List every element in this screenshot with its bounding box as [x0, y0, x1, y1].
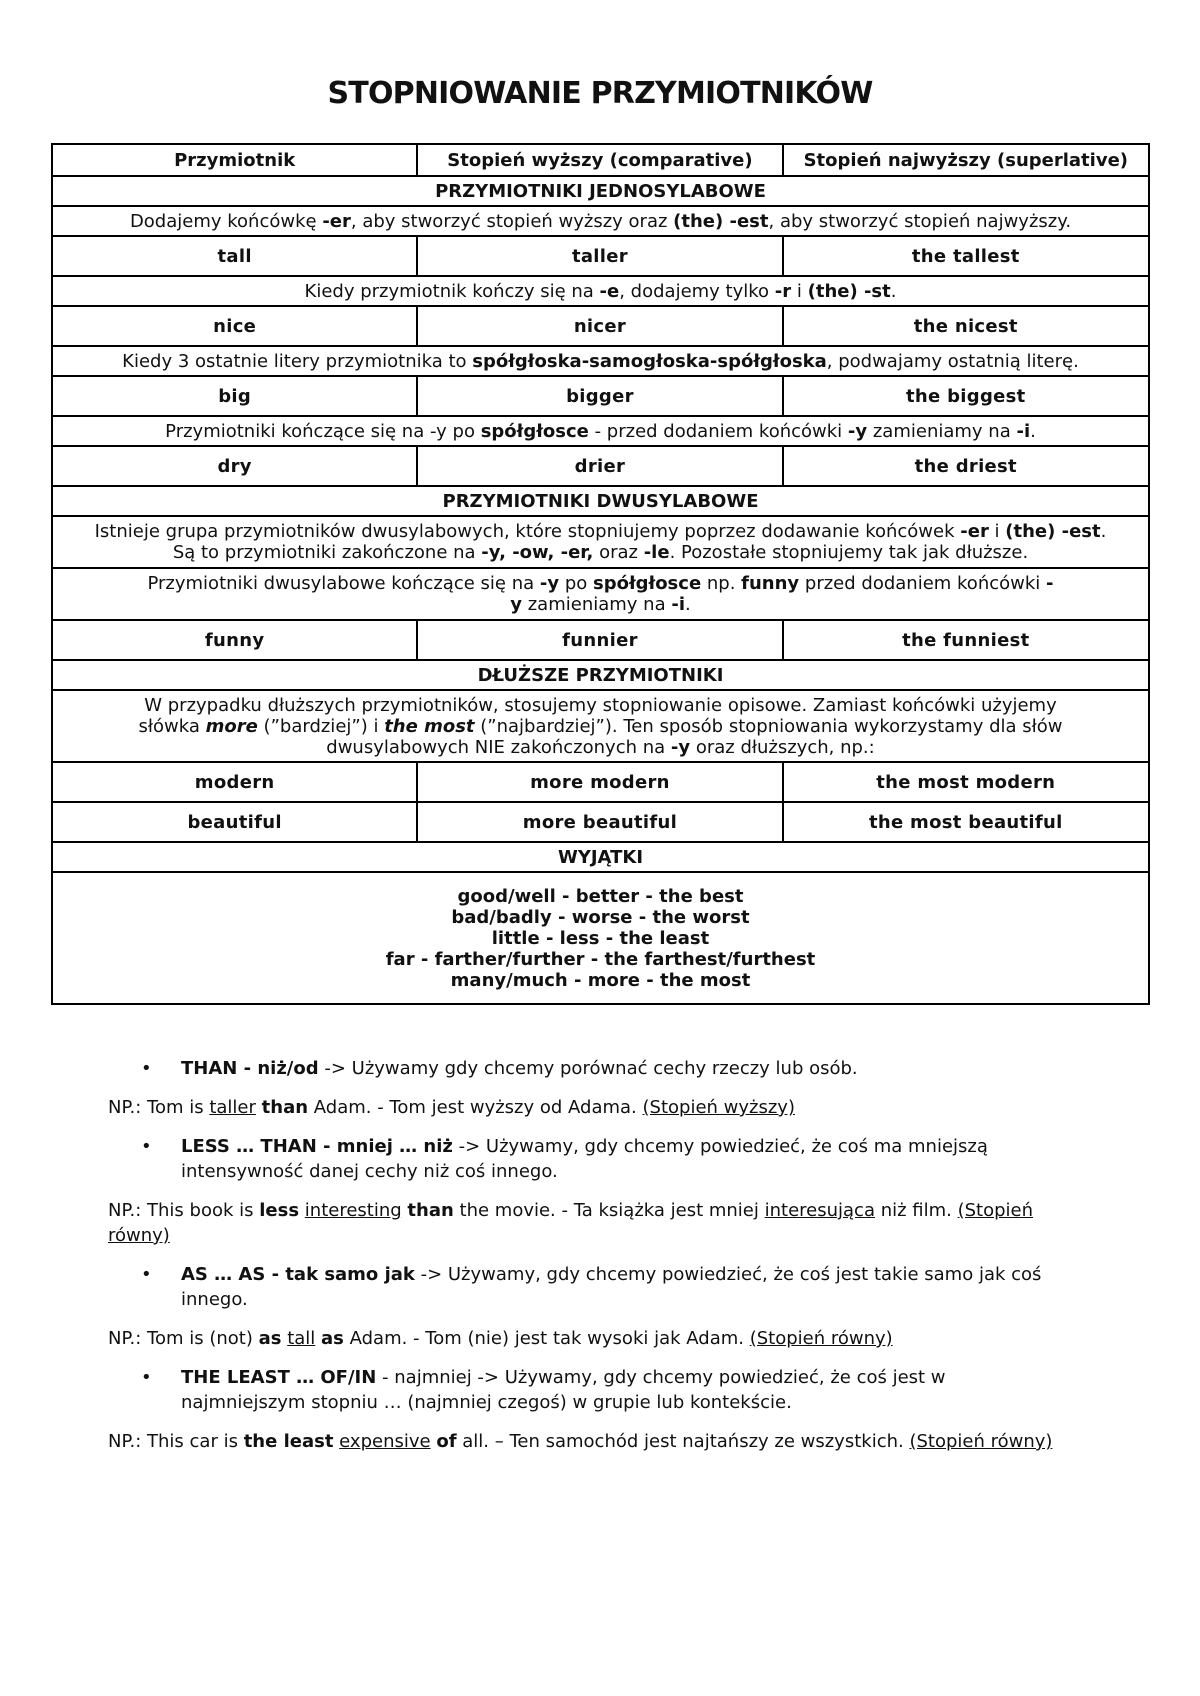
comparative-cell: taller [417, 236, 782, 276]
note-than: • THAN - niż/od -> Używamy gdy chcemy porównać cechy rzeczy lub osób. [141, 1058, 858, 1079]
table-header-row [52, 144, 1149, 176]
bullet-icon: • [141, 1264, 152, 1285]
comparative-cell: drier [417, 446, 782, 486]
rule-ending-y: Przymiotniki kończące się na -y po spółgłosce - przed dodaniem końcówki -y zamieniamy na -i. [52, 416, 1149, 446]
superlative-cell: the tallest [783, 236, 1149, 276]
exceptions-list [52, 872, 1149, 1004]
header-adjective: Przymiotnik [52, 144, 417, 176]
superlative-cell: the most modern [783, 762, 1149, 802]
page-title: STOPNIOWANIE PRZYMIOTNIKÓW [327, 76, 873, 111]
table-row [52, 446, 1149, 486]
note-the-least: • THE LEAST … OF/IN - najmniej -> Używamy, gdy chcemy powiedzieć, że coś jest w najmniejszym stopniu … (najmniej czegoś) w grupie lub kontekście. [141, 1367, 946, 1413]
exception-item: far - farther/further - the farthest/furthest [385, 948, 816, 970]
header-superlative: Stopień najwyższy (superlative) [783, 144, 1149, 176]
note-as-as: • AS … AS - tak samo jak -> Używamy, gdy chcemy powiedzieć, że coś jest takie samo jak coś innego. [141, 1264, 1042, 1310]
superlative-cell: the biggest [783, 376, 1149, 416]
section-exceptions: WYJĄTKI [52, 842, 1149, 872]
comparative-cell: more beautiful [417, 802, 782, 842]
bullet-icon: • [141, 1058, 152, 1079]
section-two-syllable: PRZYMIOTNIKI DWUSYLABOWE [52, 486, 1149, 516]
exception-item: good/well - better - the best [457, 885, 744, 907]
comparative-cell: bigger [417, 376, 782, 416]
superlative-cell: the most beautiful [783, 802, 1149, 842]
adjective-cell: big [52, 376, 417, 416]
adjective-cell: dry [52, 446, 417, 486]
table-row [52, 762, 1149, 802]
rule-er-est: Dodajemy końcówkę -er, aby stworzyć stopień wyższy oraz (the) -est, aby stworzyć stopień najwyższy. [52, 206, 1149, 236]
rule-double-consonant: Kiedy 3 ostatnie litery przymiotnika to spółgłoska-samogłoska-spółgłoska, podwajamy ostatnią literę. [52, 346, 1149, 376]
comparative-cell: funnier [417, 620, 782, 660]
example-as-as: NP.: Tom is (not) as tall as Adam. - Tom (nie) jest tak wysoki jak Adam. (Stopień równy) [108, 1328, 893, 1349]
exception-item: little - less - the least [491, 927, 710, 949]
superlative-cell: the driest [783, 446, 1149, 486]
note-less-than: • LESS … THAN - mniej … niż -> Używamy, gdy chcemy powiedzieć, że coś ma mniejszą intensywność danej cechy niż coś innego. [141, 1136, 988, 1182]
bullet-icon: • [141, 1367, 152, 1388]
exception-item: many/much - more - the most [450, 969, 751, 991]
table-row [52, 376, 1149, 416]
example-the-least: NP.: This car is the least expensive of all. – Ten samochód jest najtańszy ze wszystkich. (Stopień równy) [108, 1431, 1053, 1452]
table-row [52, 620, 1149, 660]
example-less-than: NP.: This book is less interesting than the movie. - Ta książka jest mniej interesująca niż film. (Stopień równy) [108, 1200, 1034, 1246]
rule-ending-e: Kiedy przymiotnik kończy się na -e, dodajemy tylko -r i (the) -st. [52, 276, 1149, 306]
example-than: NP.: Tom is taller than Adam. - Tom jest wyższy od Adama. (Stopień wyższy) [108, 1097, 795, 1118]
comparative-cell: nicer [417, 306, 782, 346]
exception-item: bad/badly - worse - the worst [451, 906, 750, 928]
section-longer: DŁUŻSZE PRZYMIOTNIKI [52, 660, 1149, 690]
header-comparative: Stopień wyższy (comparative) [417, 144, 782, 176]
rule-two-syllable-endings: Istnieje grupa przymiotników dwusylabowych, które stopniujemy poprzez dodawanie końcówek -er i (the) -est. Są to przymiotniki zakończone na -y, -ow, -er, oraz -le. Pozostałe stopniujemy tak jak dłuższe. [52, 516, 1149, 568]
usage-notes [108, 1056, 1068, 1468]
bullet-icon: • [141, 1136, 152, 1157]
adjective-cell: beautiful [52, 802, 417, 842]
rule-two-syllable-y: Przymiotniki dwusylabowe kończące się na -y po spółgłosce np. funny przed dodaniem końcówki - y zamieniamy na -i. [52, 568, 1149, 620]
adjective-cell: modern [52, 762, 417, 802]
adjective-cell: funny [52, 620, 417, 660]
table-row [52, 306, 1149, 346]
comparative-cell: more modern [417, 762, 782, 802]
superlative-cell: the funniest [783, 620, 1149, 660]
adjective-cell: nice [52, 306, 417, 346]
comparison-table [51, 143, 1150, 1005]
section-one-syllable: PRZYMIOTNIKI JEDNOSYLABOWE [52, 176, 1149, 206]
superlative-cell: the nicest [783, 306, 1149, 346]
table-row [52, 802, 1149, 842]
table-row [52, 236, 1149, 276]
adjective-cell: tall [52, 236, 417, 276]
rule-more-most: W przypadku dłuższych przymiotników, stosujemy stopniowanie opisowe. Zamiast końcówki użyjemy słówka more (”bardziej”) i the most (”najbardziej”). Ten sposób stopniowania wykorzystamy dla słów dwusylabowych NIE zakończonych na -y oraz dłuższych, np.: [52, 690, 1149, 762]
